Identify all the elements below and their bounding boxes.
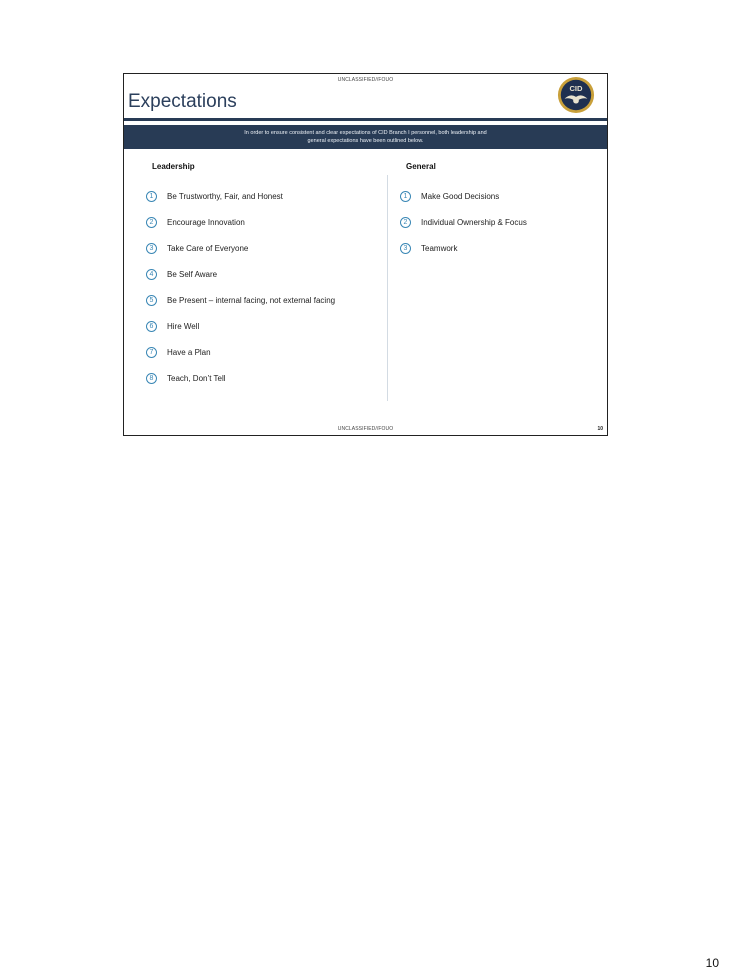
list-item — [146, 261, 386, 287]
item-text: Encourage Innovation — [167, 217, 245, 227]
item-text: Hire Well — [167, 321, 200, 331]
number-badge: 2 — [400, 217, 411, 228]
list-item — [146, 209, 386, 235]
item-text: Take Care of Everyone — [167, 243, 249, 253]
slide-title: Expectations — [128, 91, 237, 112]
number-badge: 1 — [400, 191, 411, 202]
number-badge: 6 — [146, 321, 157, 332]
list-item — [400, 183, 600, 209]
number-badge: 7 — [146, 347, 157, 358]
list-item — [146, 365, 386, 391]
item-text: Be Present – internal facing, not external facing — [167, 295, 336, 305]
number-badge: 8 — [146, 373, 157, 384]
item-text: Be Self Aware — [167, 269, 218, 279]
banner-line-2: general expectations have been outlined below. — [307, 138, 424, 144]
classification-bottom: UNCLASSIFIED//FOUO — [337, 426, 394, 432]
classification-top: UNCLASSIFIED//FOUO — [337, 77, 394, 83]
leadership-heading: Leadership — [152, 162, 195, 171]
item-text: Have a Plan — [167, 347, 211, 357]
item-text: Be Trustworthy, Fair, and Honest — [167, 191, 283, 201]
intro-banner — [124, 125, 607, 149]
number-badge: 2 — [146, 217, 157, 228]
leadership-column — [146, 162, 386, 391]
number-badge: 4 — [146, 269, 157, 280]
list-item — [146, 287, 386, 313]
column-divider — [387, 175, 388, 401]
number-badge: 3 — [400, 243, 411, 254]
slide — [123, 73, 608, 436]
item-text: Make Good Decisions — [421, 191, 500, 201]
seal-text: CID — [569, 84, 583, 94]
slide-number: 10 — [597, 426, 603, 432]
general-column — [400, 162, 600, 261]
list-item — [146, 339, 386, 365]
number-badge: 3 — [146, 243, 157, 254]
item-text: Teamwork — [421, 243, 458, 253]
list-item — [146, 235, 386, 261]
item-text: Individual Ownership & Focus — [421, 217, 527, 227]
page-number: 10 — [705, 956, 719, 970]
list-item — [146, 183, 386, 209]
cid-seal-icon — [557, 76, 595, 114]
list-item — [146, 313, 386, 339]
list-item — [400, 235, 600, 261]
number-badge: 1 — [146, 191, 157, 202]
list-item — [400, 209, 600, 235]
number-badge: 5 — [146, 295, 157, 306]
header-rule — [124, 118, 607, 121]
general-heading: General — [406, 162, 436, 171]
item-text: Teach, Don’t Tell — [167, 373, 226, 383]
banner-line-1: In order to ensure consistent and clear expectations of CID Branch I personnel, both leadership and — [244, 130, 487, 136]
